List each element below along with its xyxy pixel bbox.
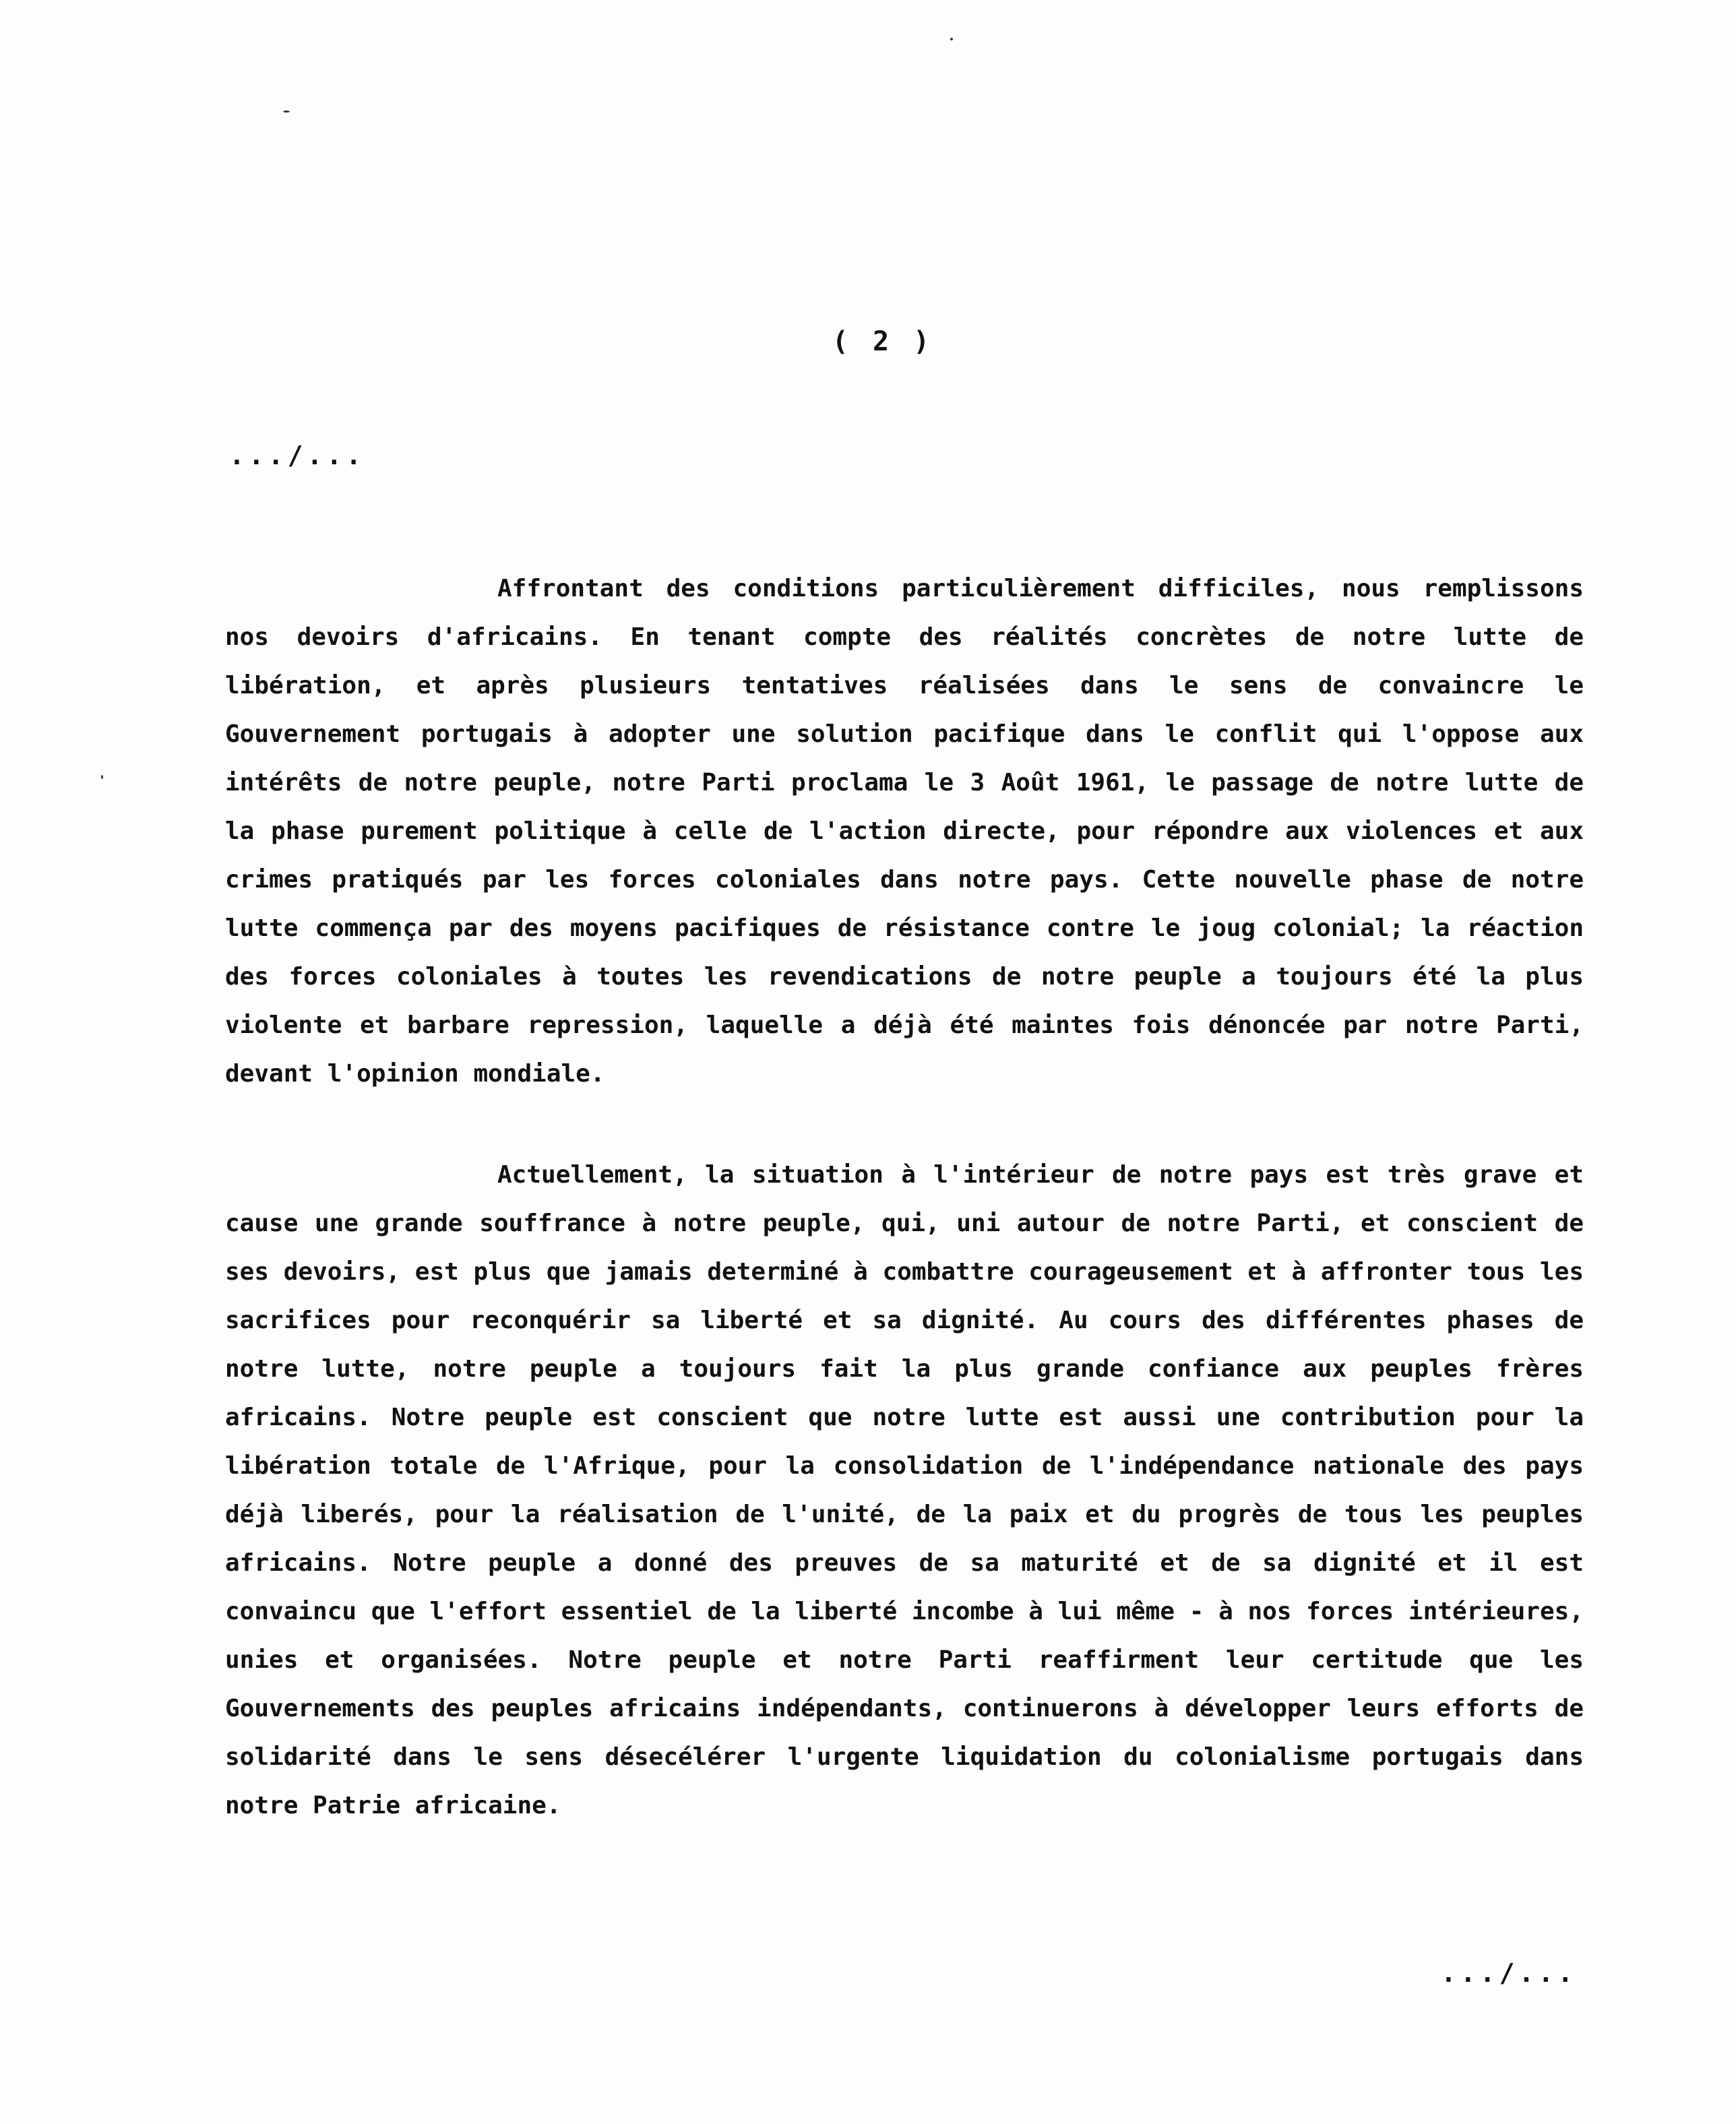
paragraph-1: Affrontant des conditions particulièrement difficiles, nous remplissons nos devoirs d'africains. En tenant compte des réalités concrètes de notre lutte de libération, et après plusieurs tentatives réalisées dans le sens de convaincre le Gouvernement portugais à adopter une solution pacifique dans le conflit qui l'oppose aux intérêts de notre peuple, notre Parti proclama le 3 Août 1961, le passage de notre lutte de la phase purement politique à celle de l'action directe, pour répondre aux violences et aux crimes pratiqués par les forces coloniales dans notre pays. Cette nouvelle phase de notre lutte commença par des moyens pacifiques de résistance contre le joug colonial; la réaction des forces coloniales à toutes les revendications de notre peuple a toujours été la plus violente et barbare repression, laquelle a déjà été maintes fois dénoncée par notre Parti, devant l'opinion mondiale. [225, 575, 1584, 1088]
page-number: ( 2 ) [832, 326, 934, 357]
scan-speck [101, 775, 103, 779]
continuation-marker-bottom: .../... [1441, 1958, 1578, 1988]
continuation-marker-top: .../... [229, 441, 366, 470]
paragraph-2: Actuellement, la situation à l'intérieur de notre pays est très grave et cause une grande souffrance à notre peuple, qui, uni autour de notre Parti, et conscient de ses devoirs, est plus que jamais determiné à combattre courageusement et à affronter tous les sacrifices pour reconquérir sa liberté et sa dignité. Au cours des différentes phases de notre lutte, notre peuple a toujours fait la plus grande confiance aux peuples frères africains. Notre peuple est conscient que notre lutte est aussi une contribution pour la libération totale de l'Afrique, pour la consolidation de l'indépendance nationale des pays déjà liberés, pour la réalisation de l'unité, de la paix et du progrès de tous les peuples africains. Notre peuple a donné des preuves de sa maturité et de sa dignité et il est convaincu que l'effort essentiel de la liberté incombe à lui même - à nos forces intérieures, unies et organisées. Notre peuple et notre Parti reaffirment leur certitude que les Gouvernements des peuples africains indépendants, continuerons à développer leurs efforts de solidarité dans le sens désecélérer l'urgente liquidation du colonialisme portugais dans notre Patrie africaine. [225, 1161, 1584, 1819]
scan-speck [950, 38, 953, 40]
scan-speck [283, 111, 290, 113]
